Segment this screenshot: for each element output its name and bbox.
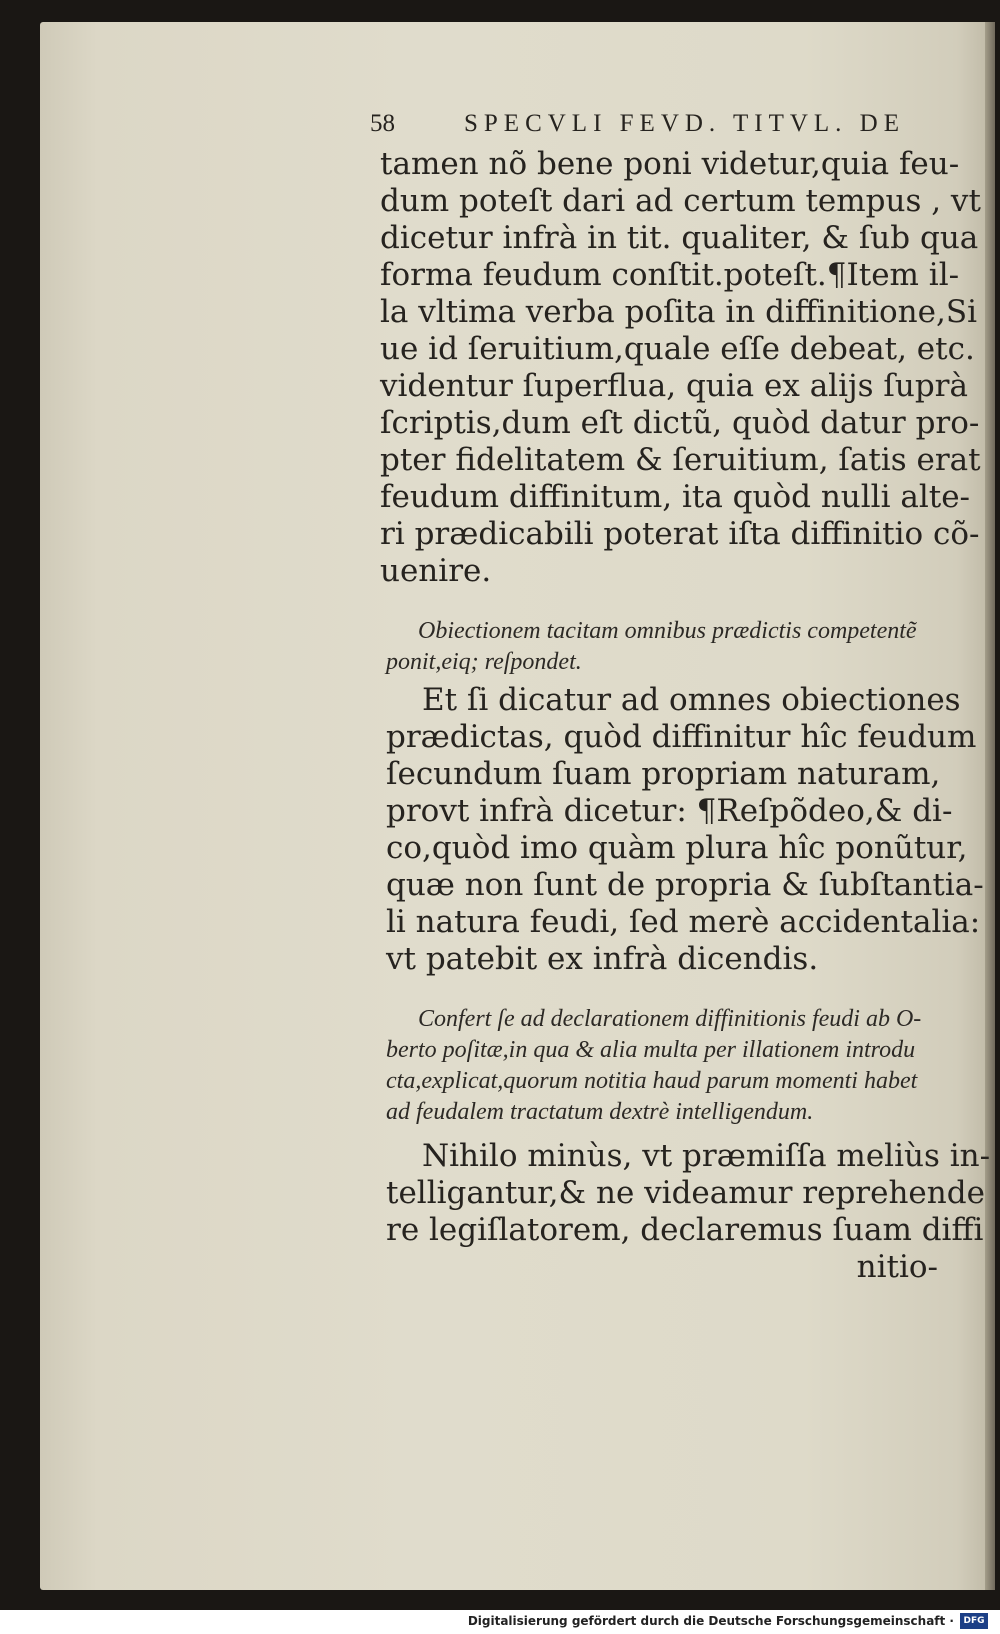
text-line: dicetur infrà in tit. qualiter, & ſub qua [380, 220, 979, 256]
page-number: 58 [370, 110, 395, 137]
summary-line: berto poſitæ,in qua & alia multa per illationem introdu [386, 1037, 916, 1063]
text-line: dum poteſt dari ad certum tempus , vt [380, 183, 981, 219]
text-line: la vltima verba poſita in diffinitione,Si [380, 294, 977, 330]
text-line: quæ non ſunt de propria & ſubſtantia- [386, 867, 984, 903]
text-line: uenire. [380, 553, 492, 589]
text-line: ue id ſeruitium,quale eſſe debeat, etc. [380, 331, 975, 367]
paragraph-1 [346, 146, 981, 590]
text-line: pter fidelitatem & ſeruitium, ſatis erat [380, 442, 981, 478]
paragraph-3 [346, 1138, 991, 1286]
text-line: li natura feudi, ſed merè accidentalia: [386, 904, 981, 940]
text-line: re legiſlatorem, declaremus ſuam diffi [386, 1212, 984, 1248]
text-line: feudum diffinitum, ita quòd nulli alte- [380, 479, 971, 515]
summary-line: Obiectionem tacitam omnibus prædictis competentẽ [418, 618, 917, 644]
text-line: ri prædicabili poterat iſta diffinitio cõ- [380, 516, 980, 552]
page-edge [985, 22, 995, 1590]
text-line: prædictas, quòd diffinitur hîc feudum [386, 719, 977, 755]
text-block [346, 110, 991, 1286]
paragraph-2 [346, 682, 984, 978]
running-head-title: SPECVLI FEVD. TITVL. DE [464, 110, 906, 137]
text-line: ſcriptis,dum eſt dictũ, quòd datur pro- [380, 405, 980, 441]
text-line: Nihilo minùs, vt præmiſſa meliùs in- [422, 1138, 991, 1174]
summary-line: Confert ſe ad declarationem diffinitionis feudi ab O- [418, 1006, 922, 1032]
text-line: videntur ſuperflua, quia ex alijs ſuprà [380, 368, 968, 404]
marginal-summary-2 [346, 1004, 938, 1128]
summary-line: cta,explicat,quorum notitia haud parum momenti habet [386, 1068, 918, 1094]
digitization-footer [0, 1610, 1000, 1634]
running-head [346, 110, 938, 144]
catchword: nitio- [856, 1249, 938, 1285]
summary-line: ad feudalem tractatum dextrè intelligendum. [386, 1099, 814, 1125]
text-line: forma feudum conſtit.poteſt.¶Item il- [380, 257, 960, 293]
text-line: co,quòd imo quàm plura hîc ponũtur, [386, 830, 968, 866]
text-line: Et ſi dicatur ad omnes obiectiones [422, 682, 961, 718]
funding-credit: Digitalisierung gefördert durch die Deutsche Forschungsgemeinschaft · [467, 1614, 954, 1628]
text-line: ſecundum ſuam propriam naturam, [386, 756, 941, 792]
marginal-summary-1 [346, 616, 938, 678]
text-line: vt patebit ex infrà dicendis. [386, 941, 819, 977]
dfg-logo: DFG [960, 1613, 988, 1629]
summary-line: ponit,eiq; reſpondet. [386, 649, 582, 675]
text-line: telligantur,& ne videamur reprehende [386, 1175, 985, 1211]
book-page [40, 22, 995, 1590]
text-line: tamen nõ bene poni videtur,quia feu- [380, 146, 960, 182]
text-line: provt infrà dicetur: ¶Reſpõdeo,& di- [386, 793, 953, 829]
